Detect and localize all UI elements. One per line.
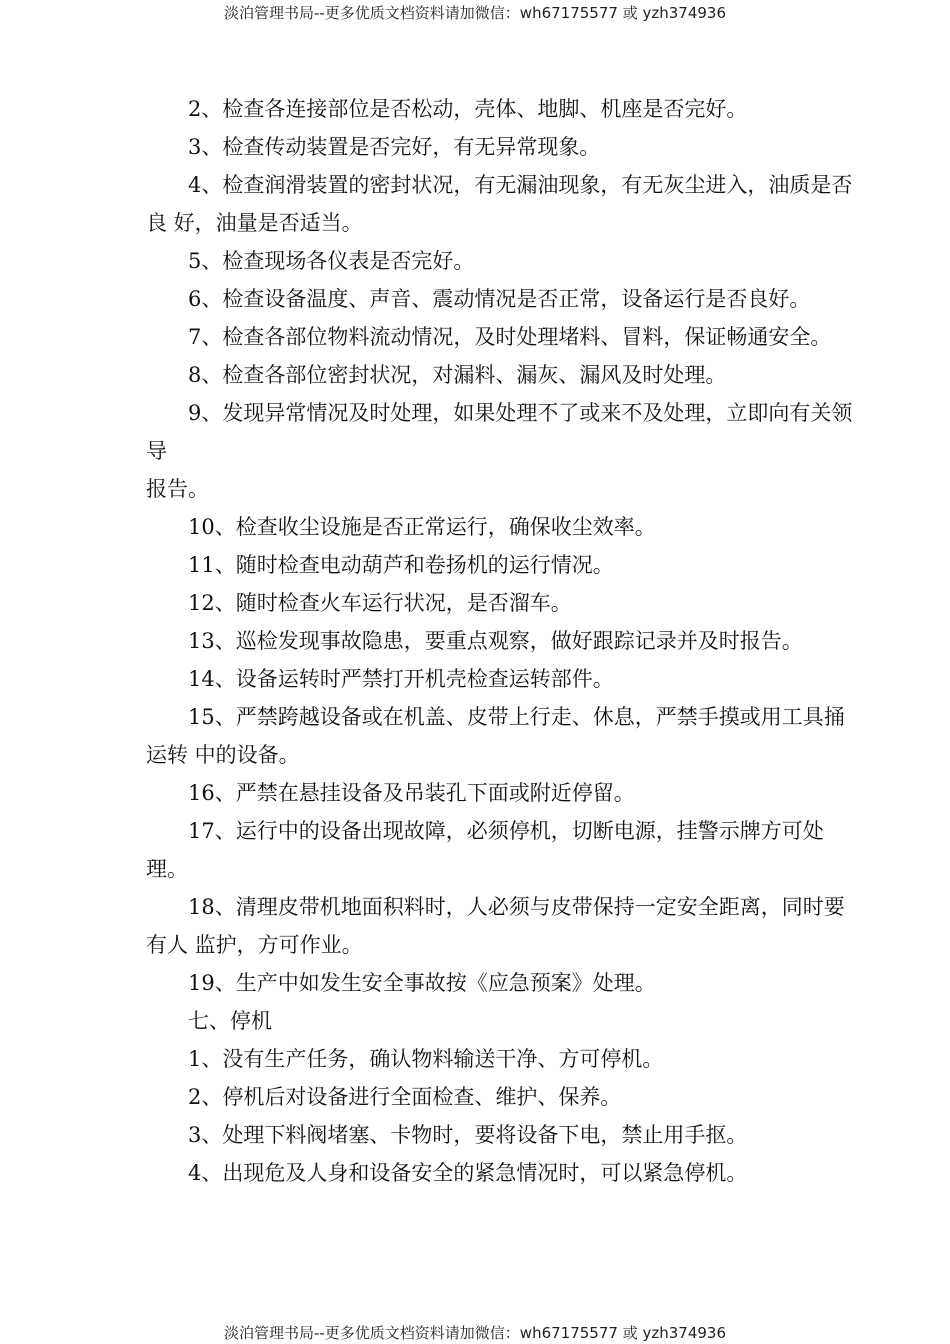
page-footer: 淡泊管理书局--更多优质文档资料请加微信：wh67175577 或 yzh374936: [223, 1324, 726, 1342]
paragraph-item-2: 2、检查各连接部位是否松动，壳体、地脚、机座是否完好。: [188, 97, 748, 121]
paragraph-item-7: 7、检查各部位物料流动情况，及时处理堵料、冒料，保证畅通安全。: [188, 325, 832, 349]
paragraph-item-6: 6、检查设备温度、声音、震动情况是否正常，设备运行是否良好。: [188, 287, 811, 311]
paragraph-item-15: 15、严禁跨越设备或在机盖、皮带上行走、休息，严禁手摸或用工具捅运转 中的设备。: [146, 705, 845, 767]
shutdown-item-2: 2、停机后对设备进行全面检查、维护、保养。: [188, 1085, 622, 1109]
shutdown-item-1: 1、没有生产任务，确认物料输送干净、方可停机。: [188, 1047, 664, 1071]
paragraph-item-11: 11、随时检查电动葫芦和卷扬机的运行情况。: [188, 553, 614, 577]
section-heading-shutdown: 七、停机: [188, 1009, 272, 1033]
paragraph-item-16: 16、严禁在悬挂设备及吊装孔下面或附近停留。: [188, 781, 635, 805]
paragraph-item-17: 17、运行中的设备出现故障，必须停机，切断电源，挂警示牌方可处理。: [146, 819, 824, 881]
paragraph-item-12: 12、随时检查火车运行状况，是否溜车。: [188, 591, 572, 615]
paragraph-item-10: 10、检查收尘设施是否正常运行，确保收尘效率。: [188, 515, 656, 539]
paragraph-item-13: 13、巡检发现事故隐患，要重点观察，做好跟踪记录并及时报告。: [188, 629, 803, 653]
paragraph-item-18: 18、清理皮带机地面积料时，人必须与皮带保持一定安全距离，同时要有人 监护，方可作业。: [146, 895, 845, 957]
paragraph-item-19: 19、生产中如发生安全事故按《应急预案》处理。: [188, 971, 656, 995]
paragraph-item-8: 8、检查各部位密封状况，对漏料、漏灰、漏风及时处理。: [188, 363, 727, 387]
page-header: 淡泊管理书局--更多优质文档资料请加微信：wh67175577 或 yzh374936: [223, 4, 726, 22]
paragraph-item-3: 3、检查传动装置是否完好，有无异常现象。: [188, 135, 601, 159]
paragraph-item-4: 4、检查润滑装置的密封状况，有无漏油现象，有无灰尘进入，油质是否良 好，油量是否适当。: [146, 173, 853, 235]
shutdown-item-4: 4、出现危及人身和设备安全的紧急情况时，可以紧急停机。: [188, 1161, 748, 1185]
paragraph-item-5: 5、检查现场各仪表是否完好。: [188, 249, 475, 273]
paragraph-item-14: 14、设备运转时严禁打开机壳检查运转部件。: [188, 667, 614, 691]
shutdown-item-3: 3、处理下料阀堵塞、卡物时，要将设备下电，禁止用手抠。: [188, 1123, 748, 1147]
document-body: [146, 90, 858, 1192]
paragraph-item-9: 9、发现异常情况及时处理，如果处理不了或来不及处理，立即向有关领导: [146, 401, 853, 463]
paragraph-item-9-continued: 报告。: [146, 477, 209, 501]
